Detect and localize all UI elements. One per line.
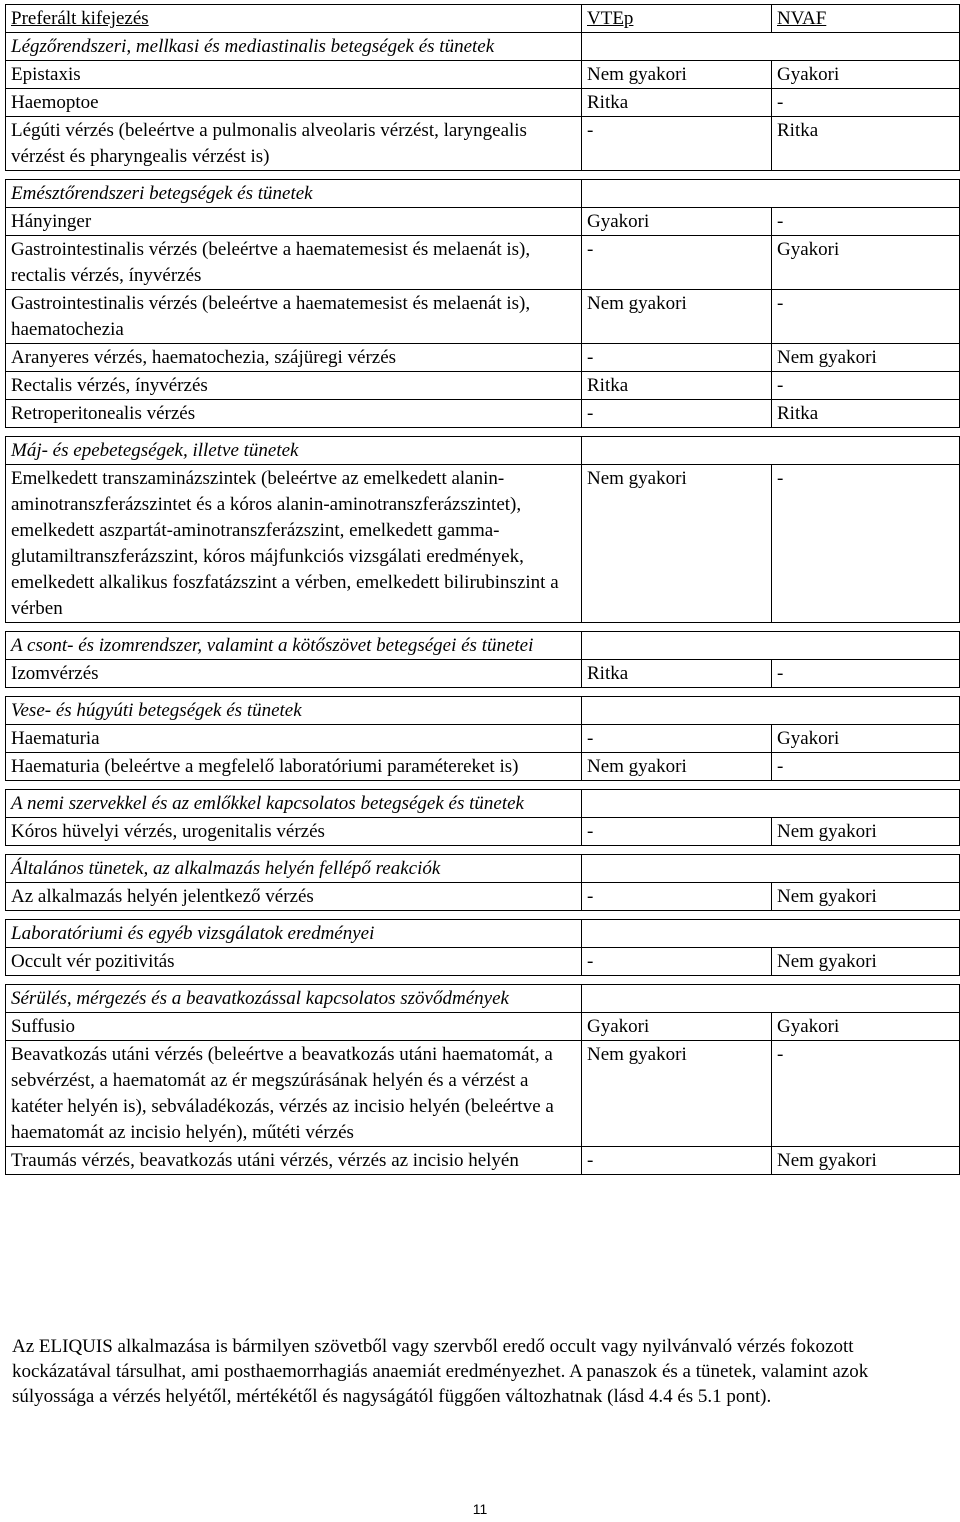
section-heading-row (6, 790, 960, 818)
vtep-frequency-cell: Nem gyakori (582, 290, 772, 344)
preferred-term-cell: Hányinger (6, 208, 582, 236)
vtep-frequency-cell: Nem gyakori (582, 1041, 772, 1147)
section-title-blank (582, 855, 960, 883)
table-header-row (6, 5, 960, 33)
spacer-cell (6, 623, 960, 632)
section-title: Sérülés, mérgezés és a beavatkozással kapcsolatos szövődmények (6, 985, 582, 1013)
vtep-frequency-cell: Gyakori (582, 1013, 772, 1041)
bleeding-risk-note: Az ELIQUIS alkalmazása is bármilyen szövetből vagy szervből eredő occult vagy nyilvánvaló vérzés fokozott kockázatával társulhat, ami posthaemorrhagiás anaemiát eredményezhet. A panaszok és a tünetek, valamint azok súlyossága a vérzés helyétől, mértékétől és nagyságától függően változhatnak (lásd 4.4 és 5.1 pont). (12, 1336, 869, 1407)
nvaf-frequency-cell: - (772, 89, 960, 117)
nvaf-frequency-cell: Gyakori (772, 236, 960, 290)
preferred-term-cell: Az alkalmazás helyén jelentkező vérzés (6, 883, 582, 911)
nvaf-frequency-cell: - (772, 753, 960, 781)
section-title-blank (582, 437, 960, 465)
preferred-term-cell: Rectalis vérzés, ínyvérzés (6, 372, 582, 400)
section-title-blank (582, 33, 960, 61)
section-title: Általános tünetek, az alkalmazás helyén fellépő reakciók (6, 855, 582, 883)
nvaf-frequency-cell: - (772, 660, 960, 688)
vtep-frequency-cell: Ritka (582, 660, 772, 688)
table-row (6, 400, 960, 428)
vtep-frequency-cell: - (582, 725, 772, 753)
preferred-term-cell: Légúti vérzés (beleértve a pulmonalis alveolaris vérzést, laryngealis vérzést és pharyngealis vérzést is) (6, 117, 582, 171)
vtep-frequency-cell: Nem gyakori (582, 61, 772, 89)
nvaf-frequency-cell: Nem gyakori (772, 883, 960, 911)
table-row (6, 1013, 960, 1041)
section-heading-row (6, 985, 960, 1013)
preferred-term-cell: Beavatkozás utáni vérzés (beleértve a beavatkozás utáni haematomát, a sebvérzést, a haematomát az ér megszúrásának helyén és a vérzést a katéter helyén is), sebváladékozás, vérzés az incisio helyén (beleértve a haematomát az incisio helyén), műtéti vérzés (6, 1041, 582, 1147)
section-heading-row (6, 855, 960, 883)
section-title: Vese- és húgyúti betegségek és tünetek (6, 697, 582, 725)
table-row (6, 883, 960, 911)
table-body (6, 33, 960, 1175)
spacer-cell (6, 171, 960, 180)
spacer-cell (6, 911, 960, 920)
vtep-frequency-cell: Nem gyakori (582, 753, 772, 781)
vtep-frequency-cell: Ritka (582, 89, 772, 117)
nvaf-frequency-cell: Nem gyakori (772, 948, 960, 976)
section-title-blank (582, 632, 960, 660)
table-row (6, 753, 960, 781)
section-spacer (6, 428, 960, 437)
table-row (6, 1147, 960, 1175)
section-title-blank (582, 697, 960, 725)
section-heading-row (6, 33, 960, 61)
vtep-frequency-cell: - (582, 344, 772, 372)
page-number: 11 (472, 1501, 488, 1517)
nvaf-frequency-cell: Nem gyakori (772, 1147, 960, 1175)
preferred-term-cell: Haematuria (6, 725, 582, 753)
header-nvaf: NVAF (772, 5, 960, 33)
nvaf-frequency-cell: Ritka (772, 117, 960, 171)
vtep-frequency-cell: - (582, 1147, 772, 1175)
preferred-term-cell: Traumás vérzés, beavatkozás utáni vérzés, vérzés az incisio helyén (6, 1147, 582, 1175)
section-title-blank (582, 790, 960, 818)
nvaf-frequency-cell: - (772, 465, 960, 623)
nvaf-frequency-cell: Nem gyakori (772, 818, 960, 846)
nvaf-frequency-cell: Ritka (772, 400, 960, 428)
spacer-cell (6, 688, 960, 697)
section-title: Máj- és epebetegségek, illetve tünetek (6, 437, 582, 465)
vtep-frequency-cell: - (582, 117, 772, 171)
section-heading-row (6, 697, 960, 725)
preferred-term-cell: Occult vér pozitivitás (6, 948, 582, 976)
table-row (6, 725, 960, 753)
table-row (6, 1041, 960, 1147)
table-row (6, 660, 960, 688)
section-title: A nemi szervekkel és az emlőkkel kapcsolatos betegségek és tünetek (6, 790, 582, 818)
vtep-frequency-cell: - (582, 883, 772, 911)
section-spacer (6, 781, 960, 790)
adverse-reactions-table (5, 4, 960, 1175)
vtep-frequency-cell: - (582, 818, 772, 846)
section-spacer (6, 688, 960, 697)
header-preferred-term: Preferált kifejezés (6, 5, 582, 33)
vtep-frequency-cell: Ritka (582, 372, 772, 400)
preferred-term-cell: Izomvérzés (6, 660, 582, 688)
preferred-term-cell: Haemoptoe (6, 89, 582, 117)
section-heading-row (6, 437, 960, 465)
nvaf-frequency-cell: - (772, 290, 960, 344)
vtep-frequency-cell: - (582, 400, 772, 428)
section-title-blank (582, 985, 960, 1013)
table-row (6, 818, 960, 846)
section-spacer (6, 171, 960, 180)
section-spacer (6, 911, 960, 920)
preferred-term-cell: Epistaxis (6, 61, 582, 89)
section-heading-row (6, 632, 960, 660)
preferred-term-cell: Emelkedett transzaminázszintek (beleértve az emelkedett alanin-aminotranszferázszintet és a kóros alanin-aminotranszferázszintet), emelkedett aszpartát-aminotranszferázszint, emelkedett gamma-glutamiltranszferázszint, kóros májfunkciós vizsgálati eredmények, emelkedett alkalikus foszfatázszint a vérben, emelkedett bilirubinszint a vérben (6, 465, 582, 623)
vtep-frequency-cell: Nem gyakori (582, 465, 772, 623)
table-row (6, 948, 960, 976)
table-row (6, 236, 960, 290)
spacer-cell (6, 976, 960, 985)
preferred-term-cell: Gastrointestinalis vérzés (beleértve a haematemesist és melaenát is), rectalis vérzés, ínyvérzés (6, 236, 582, 290)
section-spacer (6, 976, 960, 985)
nvaf-frequency-cell: - (772, 372, 960, 400)
section-spacer (6, 623, 960, 632)
preferred-term-cell: Retroperitonealis vérzés (6, 400, 582, 428)
preferred-term-cell: Gastrointestinalis vérzés (beleértve a haematemesist és melaenát is), haematochezia (6, 290, 582, 344)
table-row (6, 372, 960, 400)
preferred-term-cell: Kóros hüvelyi vérzés, urogenitalis vérzés (6, 818, 582, 846)
table-row (6, 208, 960, 236)
section-title: A csont- és izomrendszer, valamint a kötőszövet betegségei és tünetei (6, 632, 582, 660)
preferred-term-cell: Suffusio (6, 1013, 582, 1041)
spacer-cell (6, 428, 960, 437)
table-row (6, 61, 960, 89)
section-heading-row (6, 920, 960, 948)
nvaf-frequency-cell: - (772, 1041, 960, 1147)
nvaf-frequency-cell: Gyakori (772, 61, 960, 89)
table-row (6, 290, 960, 344)
section-title: Laboratóriumi és egyéb vizsgálatok eredményei (6, 920, 582, 948)
section-title-blank (582, 180, 960, 208)
header-vtep: VTEp (582, 5, 772, 33)
spacer-cell (6, 846, 960, 855)
nvaf-frequency-cell: Nem gyakori (772, 344, 960, 372)
nvaf-frequency-cell: Gyakori (772, 1013, 960, 1041)
table-row (6, 89, 960, 117)
section-heading-row (6, 180, 960, 208)
nvaf-frequency-cell: - (772, 208, 960, 236)
section-title-blank (582, 920, 960, 948)
nvaf-frequency-cell: Gyakori (772, 725, 960, 753)
preferred-term-cell: Haematuria (beleértve a megfelelő laboratóriumi paramétereket is) (6, 753, 582, 781)
vtep-frequency-cell: - (582, 236, 772, 290)
vtep-frequency-cell: Gyakori (582, 208, 772, 236)
table-row (6, 465, 960, 623)
vtep-frequency-cell: - (582, 948, 772, 976)
section-spacer (6, 846, 960, 855)
table-row (6, 344, 960, 372)
section-title: Légzőrendszeri, mellkasi és mediastinalis betegségek és tünetek (6, 33, 582, 61)
section-title: Emésztőrendszeri betegségek és tünetek (6, 180, 582, 208)
table-row (6, 117, 960, 171)
spacer-cell (6, 781, 960, 790)
preferred-term-cell: Aranyeres vérzés, haematochezia, szájüregi vérzés (6, 344, 582, 372)
